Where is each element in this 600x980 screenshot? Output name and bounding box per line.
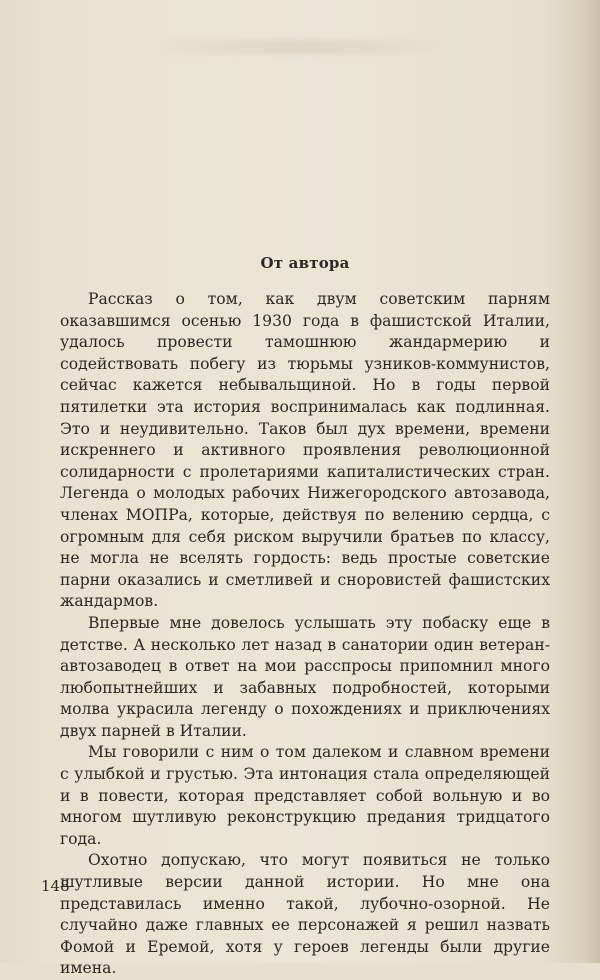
paragraph-3: Мы говорили с ним о том далеком и славном времени с улыбкой и грустью. Эта интонация стала определяющей и в повести, которая представляет собой вольную и во многом шутливую реконструкцию предания тридцатого года. (60, 743, 550, 848)
body-text (60, 289, 550, 980)
show-through-text (150, 40, 450, 54)
page-number: 148 (41, 877, 70, 895)
chapter-title: От автора (260, 254, 350, 272)
paragraph-1: Рассказ о том, как двум советским парням оказавшимся осенью 1930 года в фашистской Италии, удалось провести тамошнюю жандармерию и содействовать побегу из тюрьмы узников-коммунистов, сейчас кажется небывальщиной. Но в годы первой пятилетки эта история воспринималась как подлинная. Это и неудивительно. Таков был дух времени, времени искреннего и активного проявления революционной солидарности с пролетариями капиталистических стран. Легенда о молодых рабочих Нижегородского автозавода, членах МОПРа, которые, действуя по велению сердца, с огромным для себя риском выручили братьев по классу, не могла не вселять гордость: ведь простые советские парни оказались и сметливей и сноровистей фашистских жандармов. (60, 290, 550, 611)
paragraph-4: Охотно допускаю, что могут появиться не только шутливые версии данной истории. Но мне она представилась именно такой, лубочно-озорной. Не случайно даже главных ее персонажей я решил назвать Фомой и Еремой, хотя у героев легенды были другие имена. (60, 851, 550, 978)
paragraph-2: Впервые мне довелось услышать эту побаску еще в детстве. А несколько лет назад в санатории один ветеран-автозаводец в ответ на мои расспросы припомнил много любопытнейших и забавных подробностей, которыми молва украсила легенду о похождениях и приключениях двух парней в Италии. (60, 613, 550, 740)
